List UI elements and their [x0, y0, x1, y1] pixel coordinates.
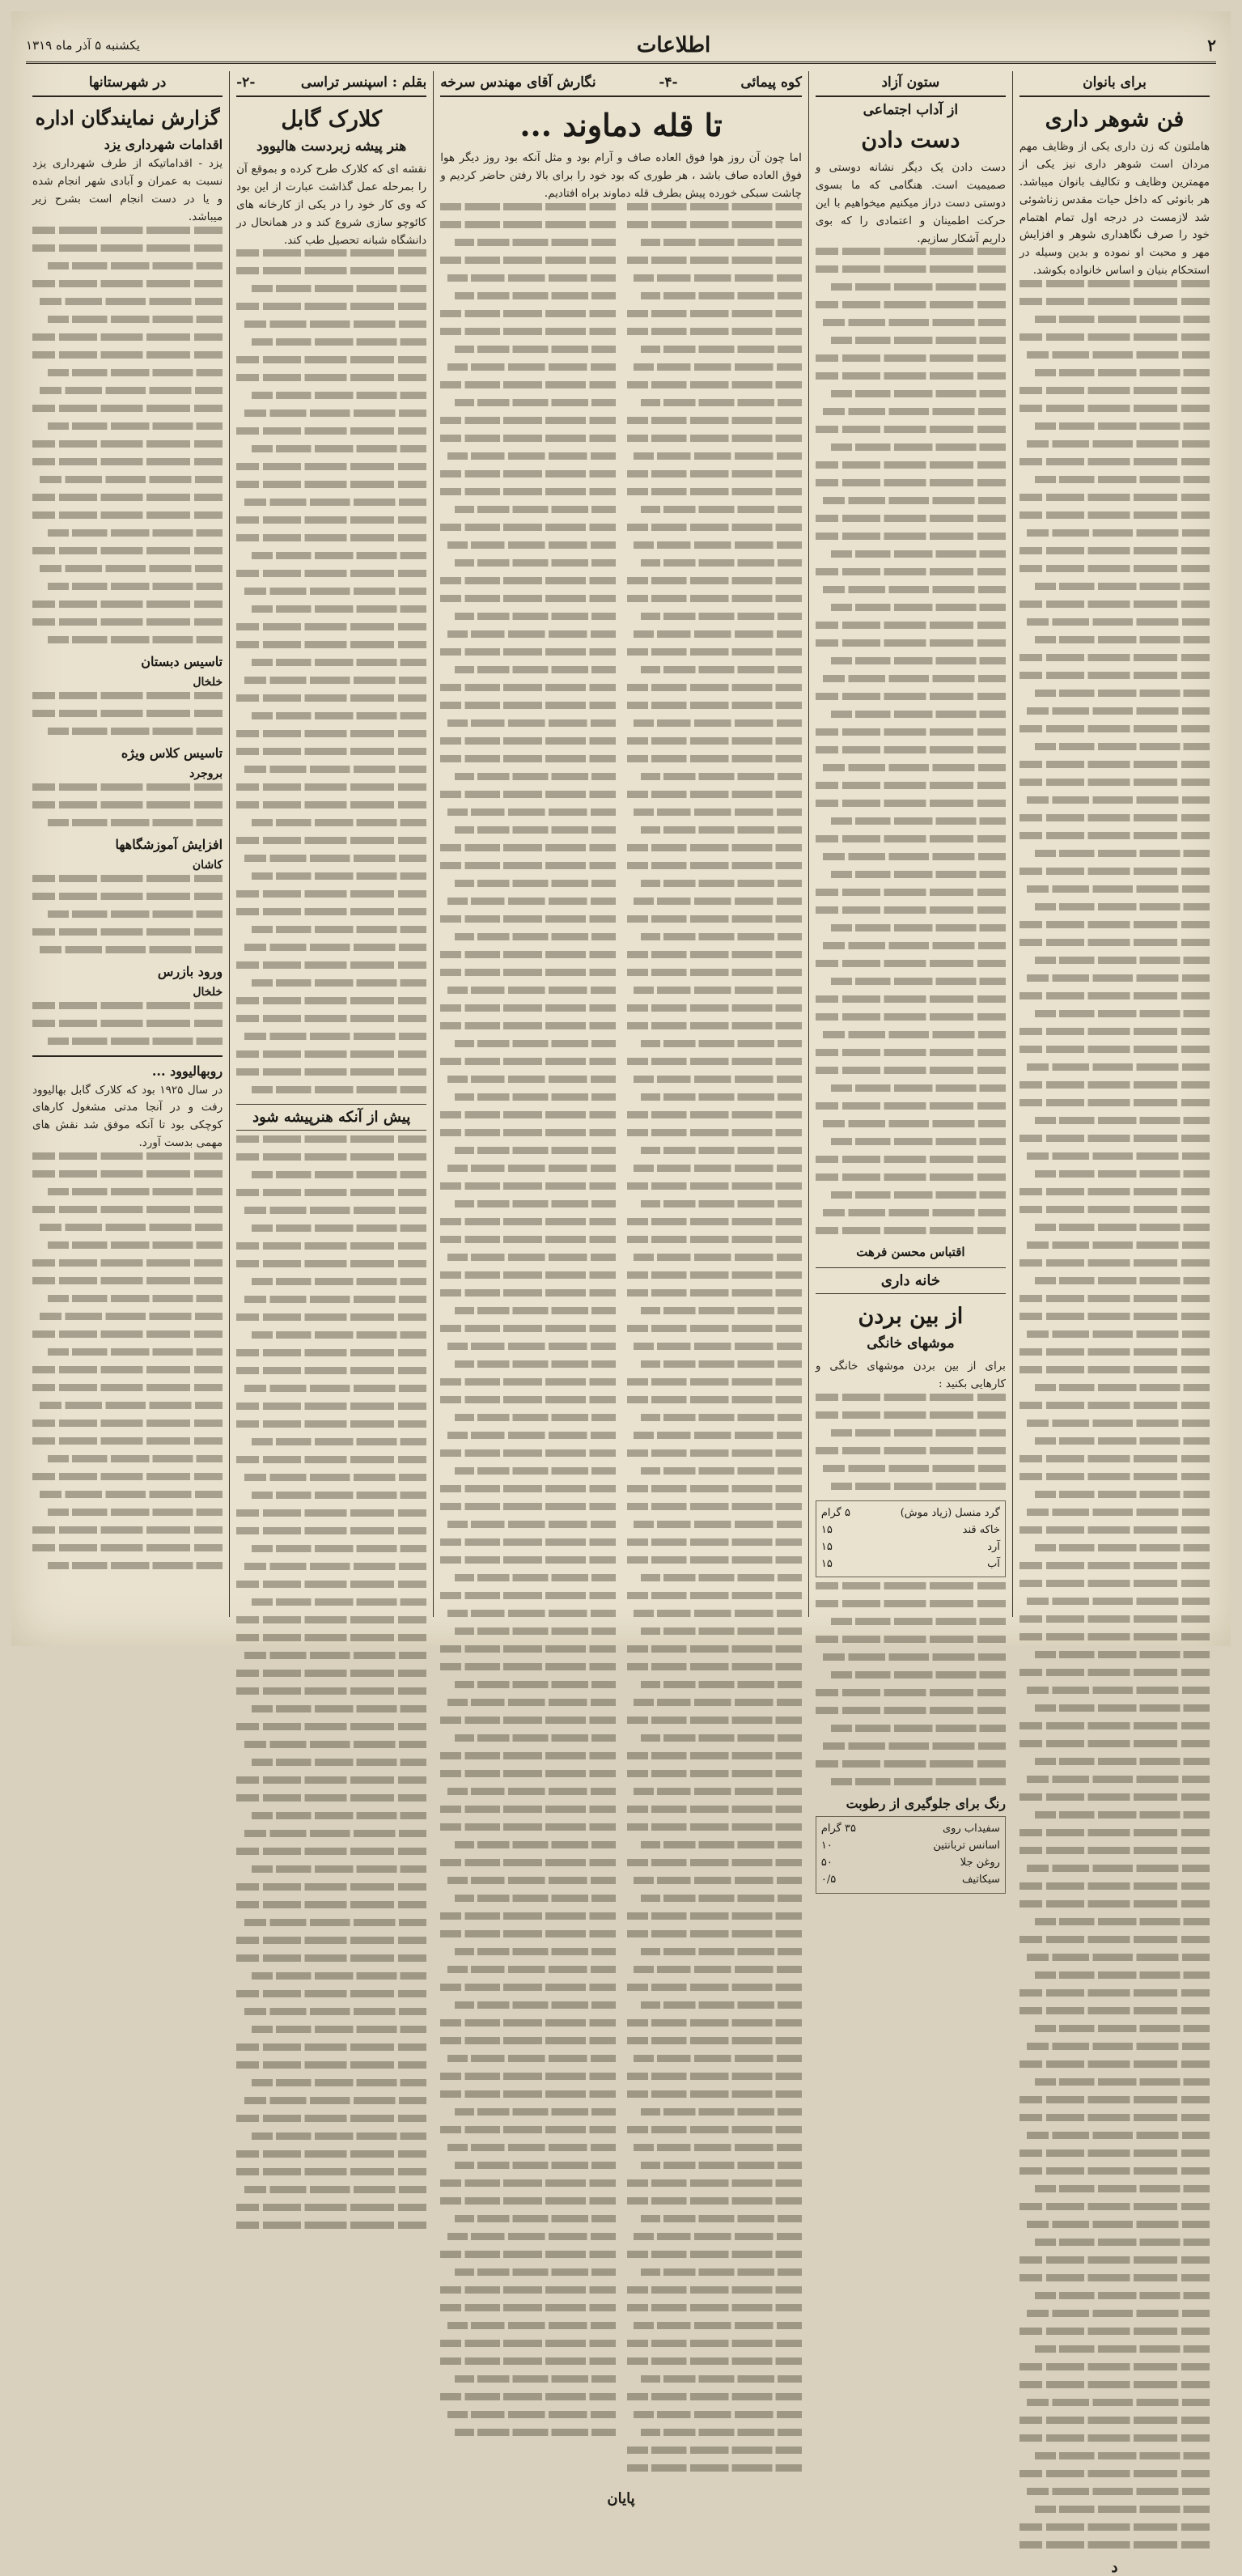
recipe-row: سفیداب روی ۳۵ گرام: [820, 1823, 1000, 1835]
column-women: [1012, 71, 1216, 2576]
column-free: [808, 71, 1012, 1886]
header-part-number: -۴-: [659, 74, 678, 91]
article-title-handshake: دست دادن: [861, 128, 960, 153]
article-body-handshake: [816, 248, 1006, 1234]
report-body-inspector: [32, 1002, 223, 1045]
column-gable: [229, 71, 433, 1617]
article-lead-damavand: اما چون آن روز هوا فوق العاده صاف و آرام بود و مثل آنکه بود روز دیگر هوا فوق العاده صاف باشد ، هر طوری که بود خود را برای بالا رفتن حاضر کردیم و چاشت سبکی خورده پیش بطرف قله دماوند براه افتادیم.: [440, 151, 802, 201]
section-header-household: خانه داری: [816, 1267, 1006, 1294]
article-title-reports: گزارش نمایندگان اداره: [35, 106, 220, 129]
paper-name: اطلاعات: [636, 33, 711, 57]
recipe-row: سیکاتیف ۰/۵: [820, 1873, 1000, 1886]
recipe-row: روغن جلا ۵۰: [820, 1856, 1000, 1869]
article-author-handshake: اقتباس محسن فرهت: [856, 1245, 965, 1260]
header-part-number: -۲-: [236, 74, 256, 91]
column-header-gable: [236, 71, 426, 97]
section-label-manners: از آداب اجتماعی: [863, 102, 959, 118]
article-lead-husbandry: هاملتون که زن داری یکی از وظایف مهم مردان است شوهر داری نیز یکی از مهمترین وظایف و تکالیف بانوان میباشد. هر بانوئی که داخل حیات مقدس زناشوئی شد لازمست در درجه اول تمام اهتمام خود را صرف نگاهداری شوهر و افزایش مهر و محبت او نموده و بدین وسیله در استحکام بنیان و اساس خانواده بکوشد.: [1019, 140, 1210, 278]
column-header-cities: در شهرستانها: [32, 71, 223, 97]
masthead: [26, 29, 1216, 64]
poison-recipe: [816, 1500, 1006, 1577]
section-header-before-actor: پیش از آنکه هنرپیشه شود: [236, 1104, 426, 1131]
column-cities: [26, 71, 229, 1617]
article-body-husbandry: [1019, 280, 1210, 2548]
report-title-inspector: ورود بازرس: [157, 963, 223, 979]
article-title-mice: از بین بردن: [858, 1304, 964, 1330]
columns: [26, 71, 1216, 2576]
article-end-damavand: پایان: [607, 2489, 635, 2507]
recipe-row: آرد ۱۵: [820, 1540, 1000, 1553]
article-lead-mice: برای از بین بردن موشهای خانگی و کارهایی بکنید :: [815, 1360, 1006, 1391]
article-body-hollywood: [32, 1152, 223, 1569]
recipe-row: خاکه قند ۱۵: [820, 1524, 1000, 1536]
article-body-gable: [236, 249, 426, 1093]
column-header-damavand: [440, 71, 802, 97]
column-header-women: برای بانوان: [1019, 71, 1210, 97]
report-body-yazd: [32, 227, 223, 643]
report-place-schools: کاشان: [192, 858, 223, 872]
article-subtitle-mice: موشهای خانگی: [867, 1335, 955, 1352]
article-lead-gable: نقشه ای که کلارک طرح کرده و بموقع آن را بمرحله عمل گذاشت عبارت از این بود که وی کار خود را در یکی از کارخانه های کائوچو سازی شروع کند و در همانحال در دانشگاه شبانه تحصیل طب کند.: [236, 163, 427, 247]
header-byline: نگارش آقای مهندس سرخه: [440, 74, 596, 91]
header-byline: بقلم : اسپنسر تراسی: [300, 74, 427, 91]
article-body-mice-2: [816, 1582, 1006, 1785]
article-title-hollywood: روبهالیوود ...: [151, 1063, 223, 1079]
article-body-mice: [816, 1394, 1006, 1490]
report-title-class: تاسیس کلاس ویژه: [121, 745, 223, 761]
column-header-free: ستون آزاد: [816, 71, 1006, 97]
report-place-inspector: خلخال: [193, 985, 223, 999]
report-body-schools: [32, 875, 223, 953]
text-column: [440, 203, 615, 2482]
article-title-husbandry: فن شوهر داری: [1045, 107, 1185, 132]
article-lead-hollywood: در سال ۱۹۲۵ بود که کلارک گابل بهالیوود رفت و در آنجا مدتی مشغول کارهای کوچکی بود تا آنکه موفق شد نقش های مهمی بدست آورد.: [32, 1083, 223, 1150]
report-lead-yazd: یزد - اقداماتیکه از طرف شهرداری یزد نسبت به عمران و آبادی شهر انجام شده و یا در دست انجام است بشرح زیر میباشد.: [32, 157, 223, 223]
report-place-school: خلخال: [193, 675, 223, 689]
article-subtitle-gable: هنر پیشه زبردست هالیوود: [256, 138, 407, 155]
recipe-row: آب ۱۵: [820, 1557, 1000, 1570]
report-title-schools: افزایش آموزشگاهها: [115, 836, 223, 852]
article-lead-handshake: دست دادن یک دیگر نشانه دوستی و صمیمیت است. هنگامی که ما بسوی دوستی دست دراز میکنیم میخواهیم با این حرکت اطمینان و اعتمادی را که بوی داریم آشکار سازیم.: [815, 161, 1006, 245]
text-column: [627, 203, 802, 2482]
article-title-dye: رنگ برای جلوگیری از رطوبت: [846, 1796, 1006, 1812]
article-body-gable-2: [236, 1135, 426, 2229]
recipe-row: گرد منسل (زیاد موش) ۵ گرام: [820, 1507, 1000, 1520]
article-title-gable: کلارک گابل: [281, 107, 382, 132]
article-signoff-husbandry: د: [1111, 2558, 1118, 2576]
divider: [32, 1055, 223, 1057]
report-title-school: تاسیس دبستان: [141, 653, 223, 669]
report-body-school: [32, 692, 223, 735]
article-title-damavand: تا قله دماوند ...: [519, 107, 723, 143]
issue-date: یکشنبه ۵ آذر ماه ۱۳۱۹: [26, 38, 140, 53]
recipe-row: اسانس تربانتین ۱۰: [820, 1840, 1000, 1852]
report-title-yazd: اقدامات شهرداری یزد: [104, 137, 223, 153]
page-number: ۲: [1207, 36, 1216, 55]
dye-recipe: [816, 1816, 1006, 1893]
report-body-class: [32, 783, 223, 826]
report-place-class: بروجرد: [189, 766, 223, 780]
column-damavand: [433, 71, 808, 2507]
article-body-damavand: [440, 203, 802, 2482]
newspaper-page: [11, 11, 1231, 2576]
header-category: کوه پیمائی: [740, 74, 802, 91]
